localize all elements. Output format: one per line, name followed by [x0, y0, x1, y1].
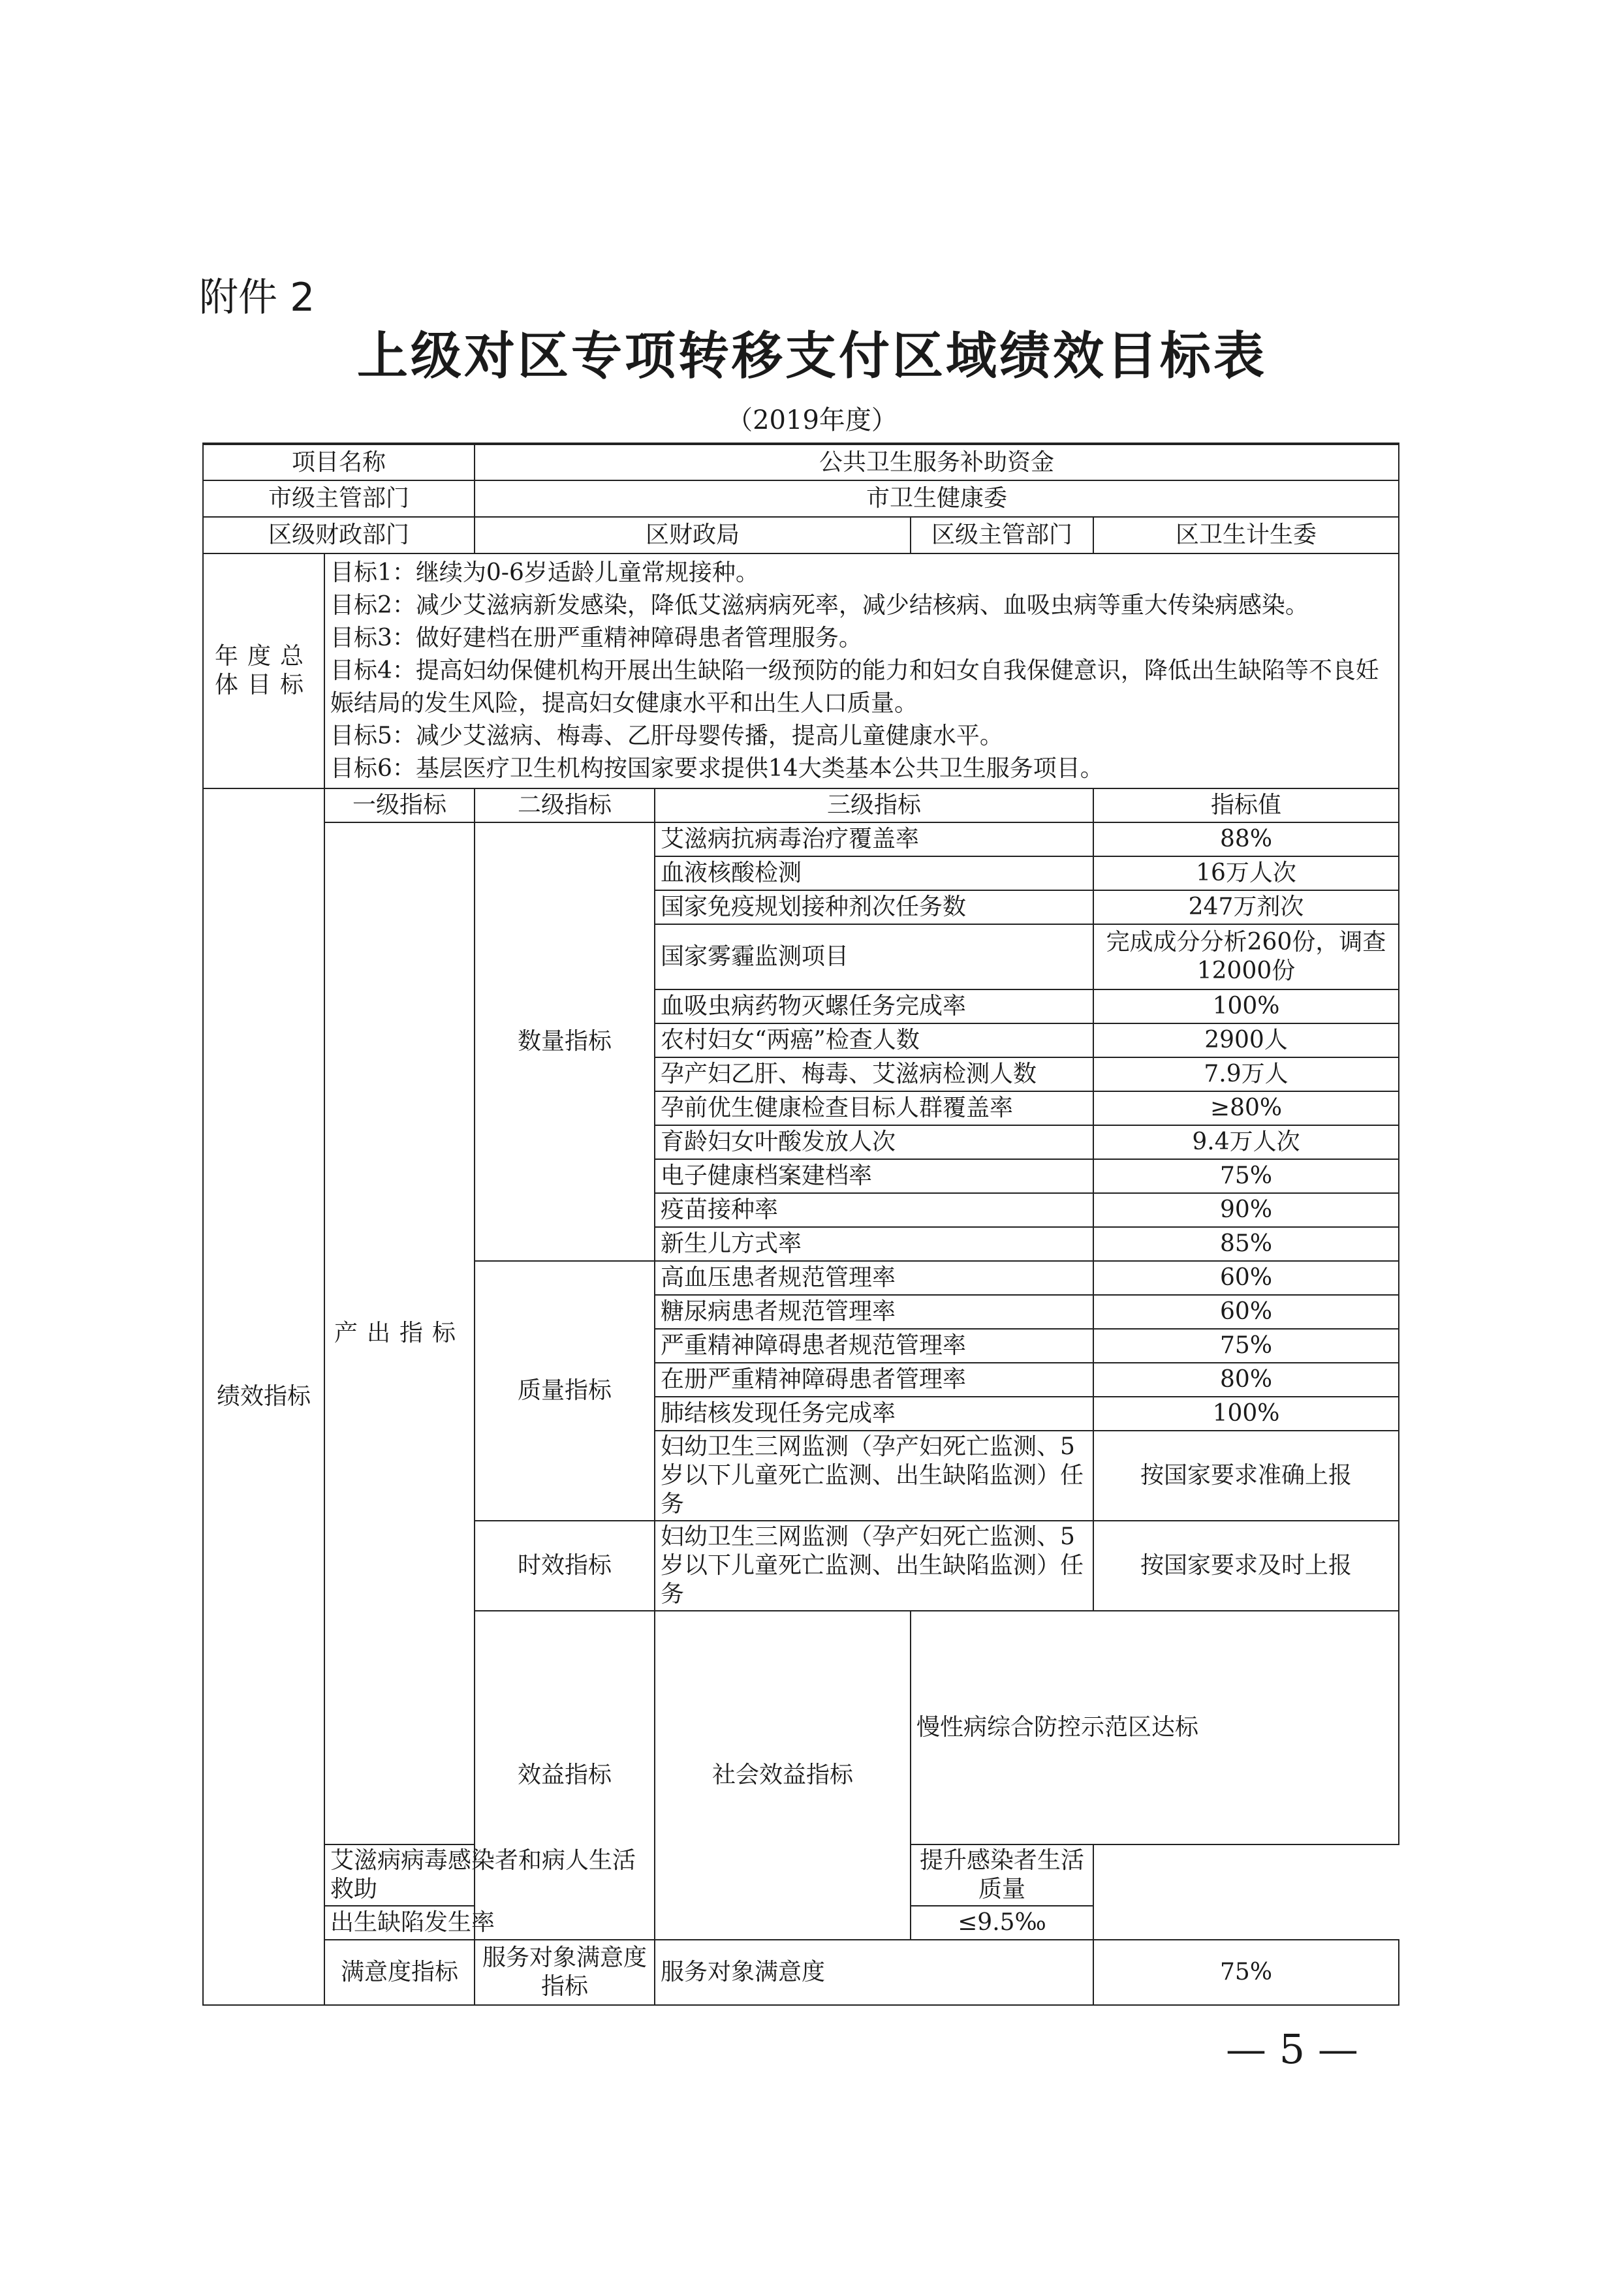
- row-project-name: [203, 444, 1399, 480]
- indicator-name: 妇幼卫生三网监测（孕产妇死亡监测、5岁以下儿童死亡监测、出生缺陷监测）任务: [655, 1521, 1093, 1611]
- goals-list: [324, 553, 1399, 788]
- indicator-name: 孕前优生健康检查目标人群覆盖率: [655, 1091, 1093, 1125]
- performance-indicators-label: 绩效指标: [203, 788, 324, 2005]
- indicator-value: 60%: [1093, 1295, 1399, 1329]
- benefit-indicator-label: 效益指标: [475, 1611, 655, 1940]
- indicator-name: 在册严重精神障碍患者管理率: [655, 1363, 1093, 1397]
- indicator-value: 按国家要求准确上报: [1093, 1431, 1399, 1521]
- indicator-value: 16万人次: [1093, 856, 1399, 890]
- indicator-name: 新生儿方式率: [655, 1227, 1093, 1261]
- indicator-value: 75%: [1093, 1940, 1399, 2005]
- social-benefit-indicator-label: 社会效益指标: [655, 1611, 911, 1940]
- district-finance-value: 区财政局: [475, 517, 911, 553]
- indicator-value: ≤9.5‰: [911, 1906, 1093, 1940]
- attachment-label: 附件 2: [199, 275, 315, 320]
- indicator-value: 75%: [1093, 1329, 1399, 1363]
- indicator-value: 9.4万人次: [1093, 1125, 1399, 1159]
- row-goals: [203, 553, 1399, 788]
- page-number: — 5 —: [1226, 2025, 1358, 2073]
- indicator-value: 90%: [1093, 1193, 1399, 1227]
- indicator-value: 按国家要求及时上报: [1093, 1521, 1399, 1611]
- indicator-value: 60%: [1093, 1261, 1399, 1295]
- row-column-headers: [203, 788, 1399, 822]
- indicator-name: 血液核酸检测: [655, 856, 1093, 890]
- goal-item: 目标3：做好建档在册严重精神障碍患者管理服务。: [330, 625, 862, 651]
- indicator-name: 慢性病综合防控示范区达标: [911, 1611, 1399, 1844]
- goal-item: 目标4：提高妇幼保健机构开展出生缺陷一级预防的能力和妇女自我保健意识，降低出生缺陷等不良妊娠结局的发生风险，提高妇女健康水平和出生人口质量。: [330, 657, 1379, 717]
- indicator-value: 75%: [1093, 1159, 1399, 1193]
- row-district: [203, 517, 1399, 553]
- indicator-name: 电子健康档案建档率: [655, 1159, 1093, 1193]
- district-dept-value: 区卫生计生委: [1093, 517, 1399, 553]
- indicator-name: 妇幼卫生三网监测（孕产妇死亡监测、5岁以下儿童死亡监测、出生缺陷监测）任务: [655, 1431, 1093, 1521]
- col-header-level2: 二级指标: [475, 788, 655, 822]
- col-header-level1: 一级指标: [324, 788, 475, 822]
- indicator-value: 提升感染者生活质量: [911, 1844, 1093, 1906]
- indicator-name: 严重精神障碍患者规范管理率: [655, 1329, 1093, 1363]
- performance-target-table: [202, 443, 1398, 2006]
- col-header-level3: 三级指标: [655, 788, 1093, 822]
- goal-item: 目标6：基层医疗卫生机构按国家要求提供14大类基本公共卫生服务项目。: [330, 755, 1104, 782]
- indicator-name: 出生缺陷发生率: [324, 1906, 655, 1940]
- indicator-name: 糖尿病患者规范管理率: [655, 1295, 1093, 1329]
- quality-indicator-label: 质量指标: [475, 1261, 655, 1521]
- output-indicator-label: 产出指标: [324, 822, 475, 1844]
- indicator-value: 完成成分分析260份，调查12000份: [1093, 924, 1399, 989]
- goal-item: 目标1：继续为0-6岁适龄儿童常规接种。: [330, 559, 759, 586]
- indicator-value: 85%: [1093, 1227, 1399, 1261]
- indicator-name: 服务对象满意度: [655, 1940, 1093, 2005]
- indicator-name: 育龄妇女叶酸发放人次: [655, 1125, 1093, 1159]
- indicator-name: 国家免疫规划接种剂次任务数: [655, 890, 1093, 924]
- goal-item: 目标5：减少艾滋病、梅毒、乙肝母婴传播，提高儿童健康水平。: [330, 723, 1003, 749]
- goal-item: 目标2：减少艾滋病新发感染，降低艾滋病病死率，减少结核病、血吸虫病等重大传染病感染。: [330, 592, 1309, 619]
- indicator-name: 血吸虫病药物灭螺任务完成率: [655, 989, 1093, 1023]
- indicator-value: 7.9万人: [1093, 1057, 1399, 1091]
- district-dept-label: 区级主管部门: [911, 517, 1093, 553]
- row-city-dept: [203, 480, 1399, 517]
- indicator-name: 肺结核发现任务完成率: [655, 1397, 1093, 1431]
- indicator-value: 100%: [1093, 1397, 1399, 1431]
- indicator-value: 247万剂次: [1093, 890, 1399, 924]
- project-name-label: 项目名称: [203, 444, 475, 480]
- project-name-value: 公共卫生服务补助资金: [475, 444, 1399, 480]
- city-dept-value: 市卫生健康委: [475, 480, 1399, 517]
- timeliness-indicator-label: 时效指标: [475, 1521, 655, 1611]
- indicator-name: 艾滋病抗病毒治疗覆盖率: [655, 822, 1093, 856]
- indicator-name: 农村妇女“两癌”检查人数: [655, 1023, 1093, 1057]
- district-finance-label: 区级财政部门: [203, 517, 475, 553]
- city-dept-label: 市级主管部门: [203, 480, 475, 517]
- document-year: （2019年度）: [726, 405, 898, 435]
- indicator-name: 艾滋病病毒感染者和病人生活救助: [324, 1844, 655, 1906]
- indicator-name: 疫苗接种率: [655, 1193, 1093, 1227]
- indicator-value: 100%: [1093, 989, 1399, 1023]
- indicator-value: 88%: [1093, 822, 1399, 856]
- table-row: [203, 1940, 1399, 2005]
- indicator-value: 2900人: [1093, 1023, 1399, 1057]
- indicator-value: 80%: [1093, 1363, 1399, 1397]
- goals-label: 年度总体目标: [203, 553, 324, 788]
- satisfaction-sub-indicator-label: 服务对象满意度指标: [475, 1940, 655, 2005]
- document-title: 上级对区专项转移支付区域绩效目标表: [356, 327, 1267, 386]
- indicator-name: 国家雾霾监测项目: [655, 924, 1093, 989]
- quantity-indicator-label: 数量指标: [475, 822, 655, 1261]
- col-header-value: 指标值: [1093, 788, 1399, 822]
- indicator-name: 孕产妇乙肝、梅毒、艾滋病检测人数: [655, 1057, 1093, 1091]
- satisfaction-indicator-label: 满意度指标: [324, 1940, 475, 2005]
- indicator-value: ≥80%: [1093, 1091, 1399, 1125]
- indicator-name: 高血压患者规范管理率: [655, 1261, 1093, 1295]
- table-row: [203, 822, 1399, 856]
